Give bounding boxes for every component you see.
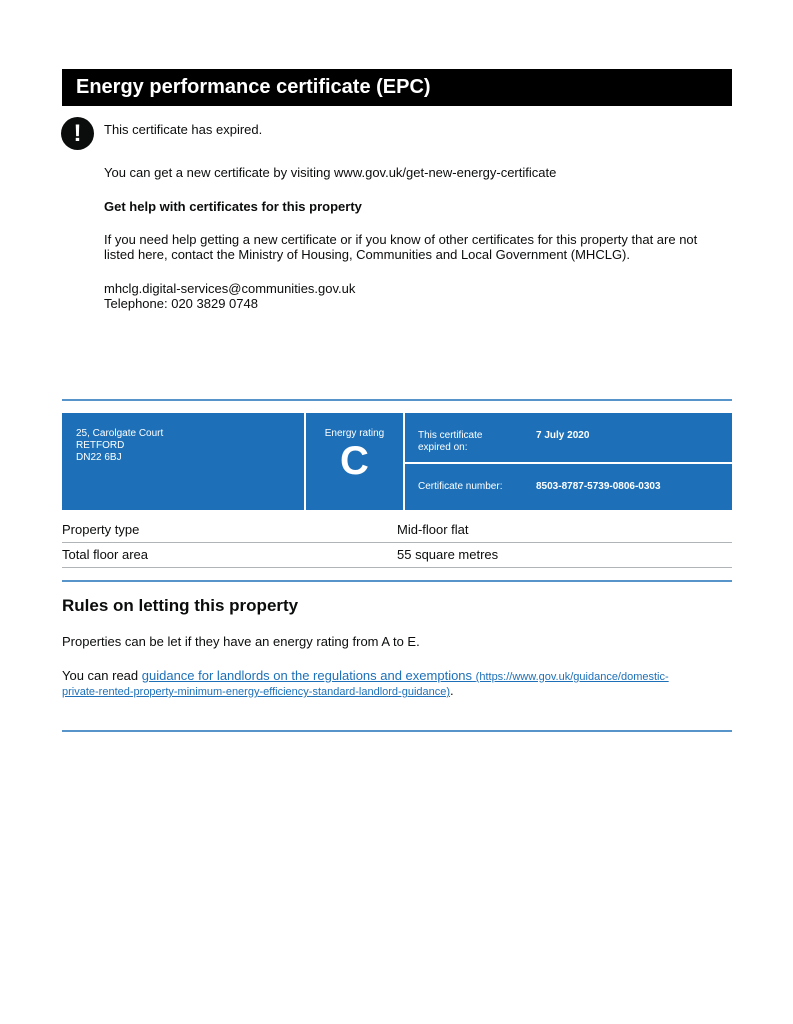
expiry-panel [405, 413, 732, 462]
section-divider [62, 730, 732, 732]
energy-rating-letter: C [340, 439, 369, 483]
floor-area-label: Total floor area [62, 547, 148, 562]
expired-date: 7 July 2020 [536, 430, 590, 441]
new-certificate-text: You can get a new certificate by visiting www.gov.uk/get-new-energy-certificate [104, 165, 557, 180]
certificate-number-label: Certificate number: [418, 481, 503, 492]
address-line1: 25, Carolgate Court [76, 428, 164, 439]
guidance-link[interactable] [142, 668, 669, 683]
floor-area-value: 55 square metres [397, 547, 499, 562]
section-divider [62, 580, 732, 582]
expired-label-line1: This certificate [418, 430, 483, 441]
guidance-prefix: You can read [62, 668, 142, 683]
expired-label-line2: expired on: [418, 442, 468, 453]
property-type-label: Property type [62, 522, 140, 537]
energy-rating-panel [306, 413, 403, 510]
guidance-link-url-line1: (https://www.gov.uk/guidance/domestic- [475, 671, 669, 683]
page-title: Energy performance certificate (EPC) [62, 69, 732, 106]
contact-email: mhclg.digital-services@communities.gov.uk [104, 281, 356, 296]
exclamation-icon: ! [61, 117, 94, 150]
guidance-link-text: guidance for landlords on the regulations and exemptions [141, 668, 473, 683]
property-type-value: Mid-floor flat [397, 522, 469, 537]
section-divider [62, 399, 732, 401]
guidance-link-url-line2[interactable]: private-rented-property-minimum-energy-efficiency-standard-landlord-guidance) [62, 686, 451, 698]
guidance-suffix: . [450, 683, 454, 698]
rules-heading: Rules on letting this property [62, 596, 299, 615]
address-line3: DN22 6BJ [76, 452, 122, 463]
energy-rating-label: Energy rating [324, 428, 385, 439]
help-heading: Get help with certificates for this property [104, 199, 362, 214]
expired-notice: This certificate has expired. [104, 122, 263, 137]
help-text-line2: listed here, contact the Ministry of Housing, Communities and Local Government (MHCLG). [104, 247, 630, 262]
guidance-paragraph-line2 [62, 683, 454, 700]
rules-text: Properties can be let if they have an energy rating from A to E. [62, 634, 420, 649]
address-line2: RETFORD [76, 440, 125, 451]
certificate-number: 8503-8787-5739-0806-0303 [536, 481, 661, 492]
certificate-number-panel [405, 464, 732, 510]
help-text-line1: If you need help getting a new certificate or if you know of other certificates for this property that are not [104, 232, 698, 247]
address-panel [62, 413, 304, 510]
contact-telephone: Telephone: 020 3829 0748 [104, 296, 258, 311]
row-divider [62, 567, 732, 568]
row-divider [62, 542, 732, 543]
